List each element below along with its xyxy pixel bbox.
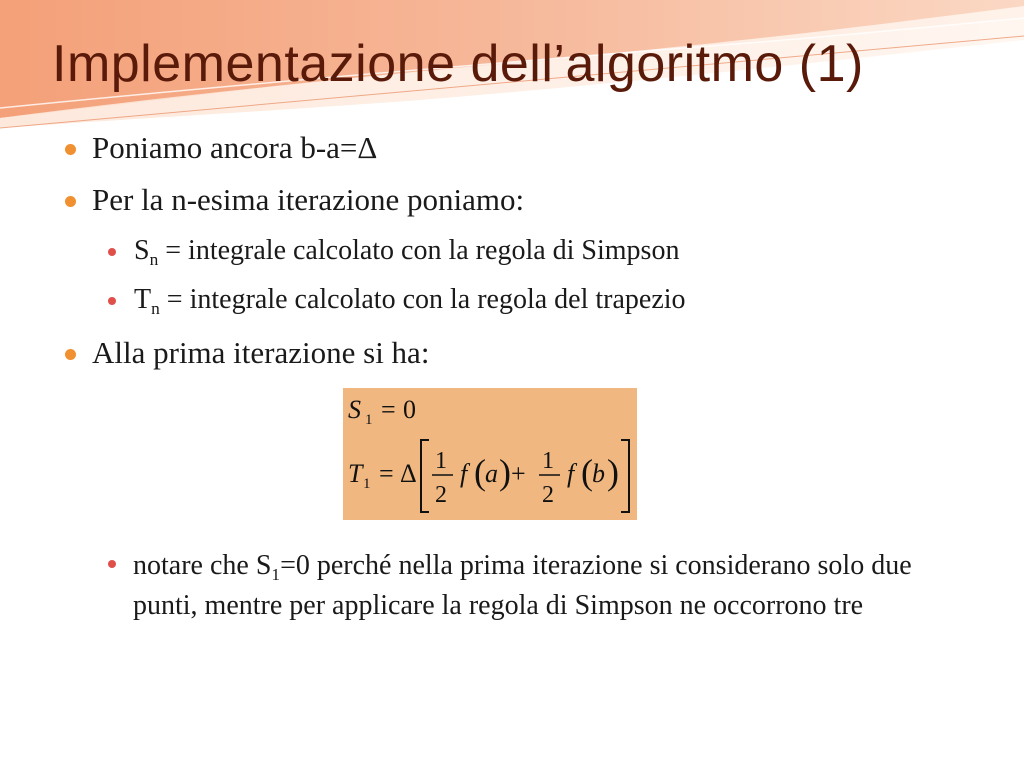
bullet-first-iteration: [92, 335, 429, 371]
t1-sub: 1: [363, 476, 371, 492]
bullet-dot-icon: [108, 560, 116, 568]
frac1-den: 2: [435, 482, 447, 508]
bullet-text: = integrale calcolato con la regola di Simpson: [158, 235, 680, 266]
paren-close-2: ): [607, 452, 619, 492]
s1-equals: =: [381, 395, 396, 424]
symbol-t: T: [134, 284, 152, 315]
symbol-s: S: [134, 235, 150, 266]
formula-t1: [348, 440, 629, 512]
bullet-dot-icon: [108, 297, 116, 305]
bullet-trapezio-definition: [134, 284, 686, 319]
subscript-n: n: [151, 299, 160, 319]
bullet-simpson-definition: [134, 235, 680, 270]
right-bracket: [621, 440, 629, 512]
formula-s1: [348, 395, 416, 428]
arg-b: b: [592, 459, 605, 488]
frac2-den: 2: [542, 482, 554, 508]
t1-var: T: [348, 459, 363, 488]
f1: f: [460, 459, 468, 488]
formula-box: [343, 388, 637, 520]
bullet-dot-icon: [65, 349, 76, 360]
bullet-text: = integrale calcolato con la regola del trapezio: [159, 284, 686, 315]
bullet-text: Poniamo ancora b-a=Δ: [92, 130, 378, 165]
subscript-n: n: [149, 250, 159, 270]
bullet-nth-iteration: [92, 182, 524, 218]
bullet-dot-icon: [108, 248, 116, 256]
s1-rhs: 0: [403, 395, 416, 424]
paren-open-1: (: [474, 452, 486, 492]
arg-a: a: [485, 459, 498, 488]
frac2-num: 1: [542, 448, 554, 474]
paren-open-2: (: [581, 452, 593, 492]
bullet-text: Alla prima iterazione si ha:: [92, 335, 430, 370]
note-before: notare che S: [133, 550, 272, 581]
plus: +: [511, 459, 526, 488]
t1-delta: Δ: [400, 459, 417, 488]
bullet-delta-definition: [92, 130, 377, 166]
paren-close-1: ): [499, 452, 511, 492]
frac1-num: 1: [435, 448, 447, 474]
t1-equals: =: [379, 459, 394, 488]
bullet-dot-icon: [65, 144, 76, 155]
bullet-dot-icon: [65, 196, 76, 207]
note-subscript: 1: [271, 565, 281, 585]
bullet-text: Per la n-esima iterazione poniamo:: [92, 182, 525, 217]
left-bracket: [421, 440, 429, 512]
slide-title: Implementazione dell’algoritmo (1): [52, 35, 864, 93]
note-after: =0 perché nella prima iterazione si considerano solo due punti, mentre per applicare la regola di Simpson ne occorrono tre: [133, 550, 912, 621]
s1-var: S: [348, 395, 361, 424]
s1-sub: 1: [365, 412, 373, 428]
f2: f: [567, 459, 575, 488]
note-paragraph: [133, 546, 913, 626]
